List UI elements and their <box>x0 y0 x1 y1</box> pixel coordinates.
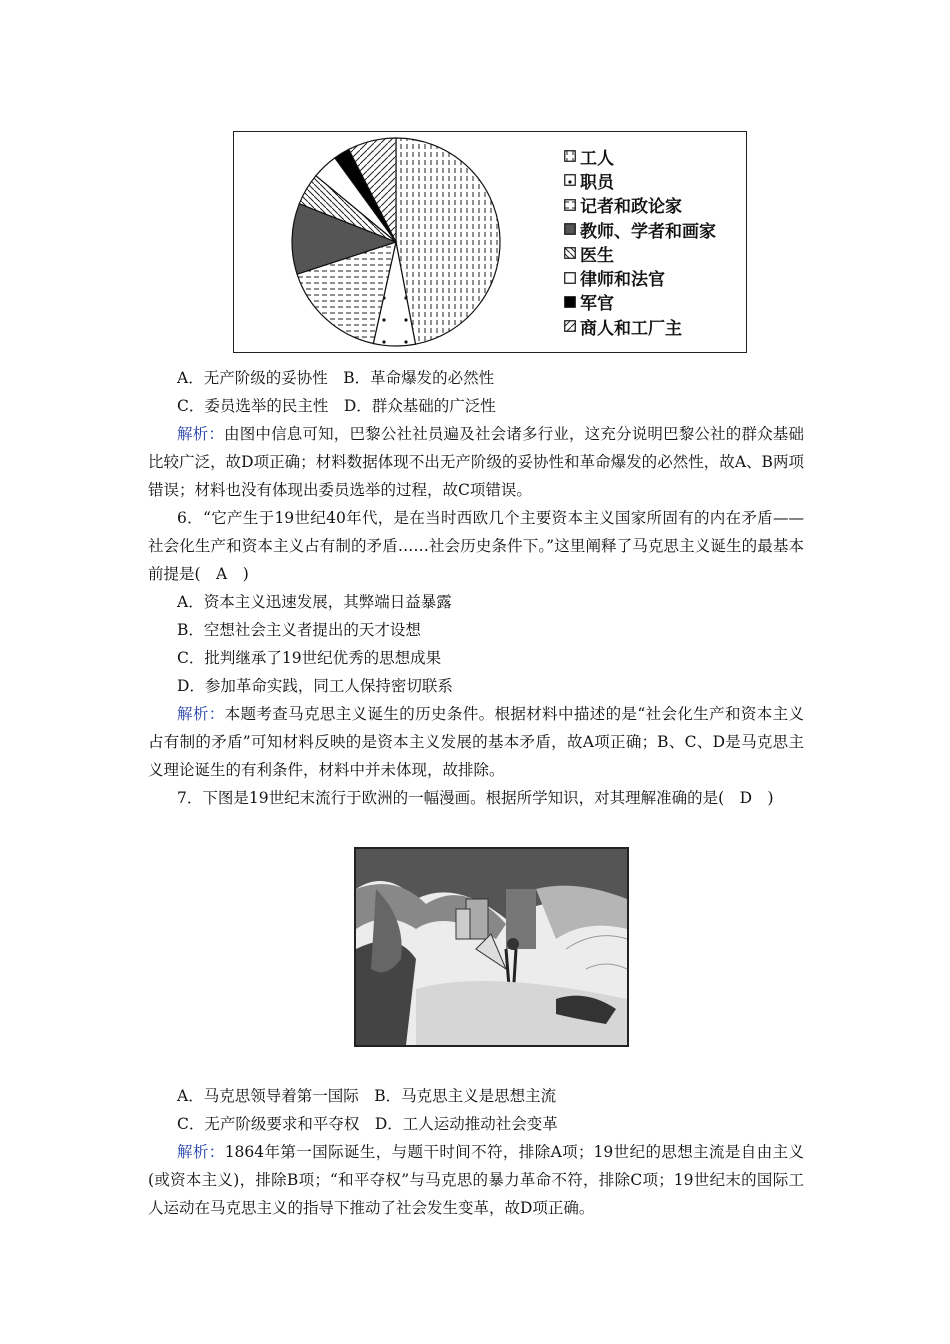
legend-label: 职员 <box>580 172 614 193</box>
q6-analysis-text: 本题考查马克思主义诞生的历史条件。根据材料中描述的是“社会化生产和资本主义占有制的矛盾”可知材料反映的是资本主义发展的基本矛盾，故A项正确；B、C、D是马克思主义理论诞生的有利条件，材料中并未体现，故排除。 <box>148 705 804 779</box>
legend-swatch-icon <box>564 272 576 284</box>
q6-option-a: A．资本主义迅速发展，其弊端日益暴露 <box>177 593 452 611</box>
legend-label: 记者和政论家 <box>580 197 682 218</box>
legend-label: 工人 <box>580 148 614 169</box>
cartoon-drawing <box>356 849 627 1045</box>
legend-item-2 <box>564 193 716 217</box>
analysis-label: 解析： <box>177 705 225 723</box>
legend-item-1 <box>564 168 716 192</box>
q7-option-ab: A．马克思领导着第一国际 B．马克思主义是思想主流 <box>177 1087 557 1105</box>
q6-option-c: C．批判继承了19世纪优秀的思想成果 <box>177 649 442 667</box>
legend-swatch-icon <box>564 320 576 332</box>
legend-swatch-icon <box>564 223 576 235</box>
q7-stem: 7．下图是19世纪末流行于欧洲的一幅漫画。根据所学知识，对其理解准确的是( D ) <box>177 789 774 807</box>
legend-item-5 <box>564 265 716 289</box>
legend-item-4 <box>564 241 716 265</box>
q6-analysis <box>148 700 804 784</box>
q5-analysis-text: 由图中信息可知，巴黎公社社员遍及社会诸多行业，这充分说明巴黎公社的群众基础比较广泛，故D项正确；材料数据体现不出无产阶级的妥协性和革命爆发的必然性，故A、B两项错误；材料也没有体现出委员选举的过程，故C项错误。 <box>148 425 804 499</box>
analysis-label: 解析： <box>177 1143 225 1161</box>
legend-item-0 <box>564 144 716 168</box>
legend-swatch-icon <box>564 199 576 211</box>
pie-chart-figure <box>233 131 747 353</box>
q5-option-cd: C．委员选举的民主性 D．群众基础的广泛性 <box>177 397 496 415</box>
q6-option-d: D．参加革命实践，同工人保持密切联系 <box>177 677 453 695</box>
analysis-label: 解析： <box>177 425 225 443</box>
q5-option-ab: A．无产阶级的妥协性 B．革命爆发的必然性 <box>177 369 495 387</box>
legend-item-6 <box>564 290 716 314</box>
q5-analysis <box>148 420 804 504</box>
legend-label: 教师、学者和画家 <box>580 221 716 242</box>
q7-analysis <box>148 1138 804 1222</box>
legend-label: 医生 <box>580 245 614 266</box>
cartoon-illustration <box>354 847 629 1047</box>
q6-option-b: B．空想社会主义者提出的天才设想 <box>177 621 421 639</box>
q7-option-cd: C．无产阶级要求和平夺权 D．工人运动推动社会变革 <box>177 1115 558 1133</box>
legend-label: 商人和工厂主 <box>580 318 682 339</box>
legend-swatch-icon <box>564 296 576 308</box>
legend-swatch-icon <box>564 247 576 259</box>
legend-swatch-icon <box>564 150 576 162</box>
q6-stem: 6．“它产生于19世纪40年代，是在当时西欧几个主要资本主义国家所固有的内在矛盾——社会化生产和资本主义占有制的矛盾……社会历史条件下。”这里阐释了马克思主义诞生的最基本前提是( A ) <box>148 509 804 583</box>
legend-item-3 <box>564 217 716 241</box>
legend-label: 军官 <box>580 294 614 315</box>
pie-slice-0 <box>396 138 500 344</box>
pie-chart <box>290 136 502 348</box>
q7-analysis-text: 1864年第一国际诞生，与题干时间不符，排除A项；19世纪的思想主流是自由主义(或资本主义)，排除B项；“和平夺权”与马克思的暴力革命不符，排除C项；19世纪末的国际工人运动在马克思主义的指导下推动了社会发生变革，故D项正确。 <box>148 1143 804 1217</box>
chart-legend <box>564 144 716 338</box>
legend-item-7 <box>564 314 716 338</box>
legend-swatch-icon <box>564 174 576 186</box>
legend-label: 律师和法官 <box>580 270 665 291</box>
